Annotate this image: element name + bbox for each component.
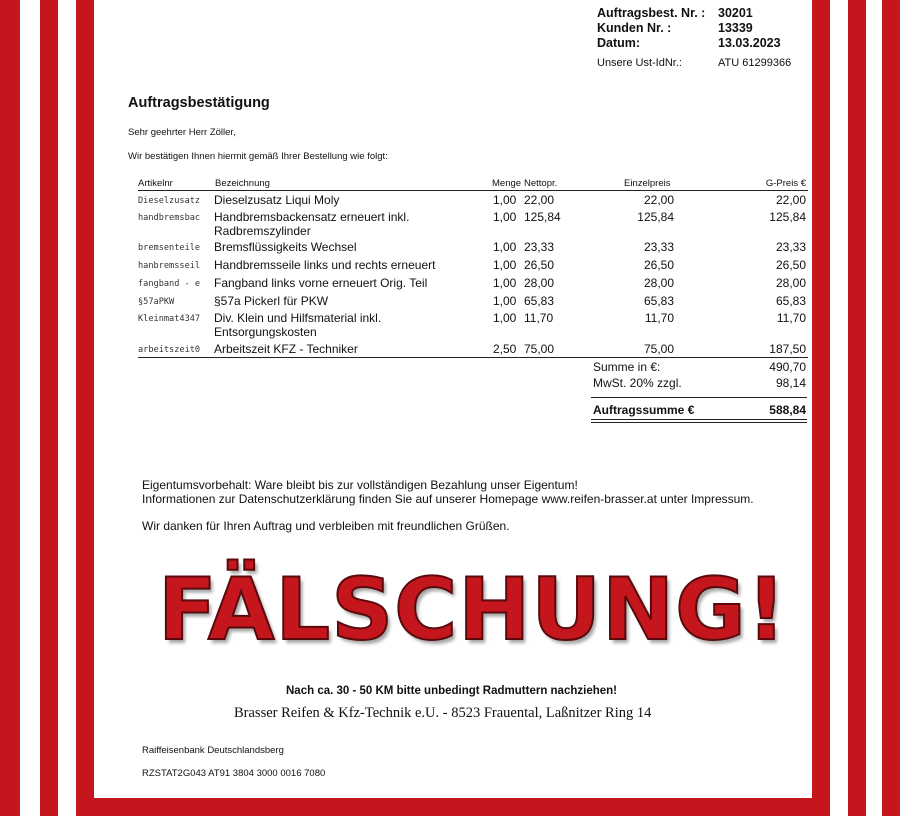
item-description: Arbeitszeit KFZ - Techniker [214,342,358,356]
item-total-price: 125,84 [769,210,806,224]
customer-number-label: Kunden Nr. : [597,21,672,35]
column-header-total-price: G-Preis € [765,178,806,189]
frame-stripe-left-1 [0,0,20,816]
item-unit-price: 26,50 [643,258,674,272]
item-total-price: 22,00 [775,193,806,207]
order-number-label: Auftragsbest. Nr. : [597,6,706,20]
item-description-cont: Radbremszylinder [214,224,311,238]
item-quantity: 2,50 [493,342,517,356]
sum-label: Summe in €: [593,360,661,374]
item-quantity: 1,00 [493,210,517,224]
item-net-price: 75,00 [524,342,555,356]
bank-iban: RZSTAT2G043 AT91 3804 3000 0016 7080 [142,768,326,779]
vat-id-label: Unsere Ust-IdNr.: [597,57,682,69]
document-title: Auftragsbestätigung [128,95,270,111]
item-unit-price: 125,84 [637,210,674,224]
frame-bottom-bar [76,798,830,816]
item-net-price: 23,33 [524,240,555,254]
company-address: Brasser Reifen & Kfz-Technik e.U. - 8523 Frauental, Laßnitzer Ring 14 [234,705,652,721]
vat-value: 98,14 [775,376,806,390]
column-header-quantity: Menge [492,178,522,189]
customer-number: 13339 [718,21,753,35]
item-unit-price: 28,00 [643,276,674,290]
double-underline-2 [591,422,807,423]
table-bottom-rule [138,357,808,358]
intro-text: Wir bestätigen Ihnen hiermit gemäß Ihrer Bestellung wie folgt: [128,151,388,162]
item-unit-price: 22,00 [643,193,674,207]
vat-label: MwSt. 20% zzgl. [593,376,682,390]
item-description: Dieselzusatz Liqui Moly [214,193,340,207]
item-description: Bremsflüssigkeits Wechsel [214,240,357,254]
item-total-price: 26,50 [775,258,806,272]
article-code: bremsenteile [138,243,201,253]
article-code: arbeitszeit0 [138,345,201,355]
frame-stripe-right-1 [812,0,830,816]
frame-stripe-left-3 [76,0,94,816]
totals-rule [591,397,807,398]
item-total-price: 11,70 [776,311,806,325]
item-net-price: 11,70 [524,311,554,325]
item-description: §57a Pickerl für PKW [214,294,329,308]
column-header-net-price: Nettopr. [524,178,558,189]
item-unit-price: 23,33 [643,240,674,254]
item-total-price: 28,00 [775,276,806,290]
item-description: Handbremsseile links und rechts erneuert [214,258,436,272]
item-total-price: 187,50 [769,342,806,356]
item-net-price: 65,83 [524,294,555,308]
date-label: Datum: [597,36,641,50]
item-total-price: 65,83 [775,294,806,308]
item-net-price: 22,00 [524,193,555,207]
wheel-nut-reminder: Nach ca. 30 - 50 KM bitte unbedingt Radmuttern nachziehen! [286,685,617,697]
order-total-value: 588,84 [769,403,806,417]
table-header-rule [138,190,808,191]
frame-stripe-right-2 [848,0,866,816]
column-header-unit-price: Einzelpreis [624,178,671,189]
item-unit-price: 11,70 [644,311,674,325]
bank-name: Raiffeisenbank Deutschlandsberg [142,745,284,756]
double-underline-1 [591,419,807,420]
item-quantity: 1,00 [493,240,517,254]
salutation: Sehr geehrter Herr Zöller, [128,127,236,138]
article-code: Kleinmat4347 [138,314,201,324]
item-net-price: 125,84 [524,210,561,224]
thanks-note: Wir danken für Ihren Auftrag und verbleiben mit freundlichen Grüßen. [142,519,510,533]
document-page [94,0,812,796]
item-unit-price: 75,00 [643,342,674,356]
item-unit-price: 65,83 [643,294,674,308]
article-code: Dieselzusatz [138,196,201,206]
frame-stripe-left-2 [40,0,58,816]
item-description: Div. Klein und Hilfsmaterial inkl. [214,311,382,325]
item-quantity: 1,00 [493,276,517,290]
article-code: fangband - e [138,279,201,289]
item-net-price: 28,00 [524,276,555,290]
forgery-stamp: FÄLSCHUNG! [158,560,787,660]
item-quantity: 1,00 [493,294,517,308]
article-code: handbremsbac [138,213,201,223]
frame-stripe-right-3 [882,0,900,816]
item-description-cont: Entsorgungskosten [214,325,317,339]
article-code: hanbremsseil [138,261,201,271]
retention-of-title-note: Eigentumsvorbehalt: Ware bleibt bis zur vollständigen Bezahlung unser Eigentum! [142,478,578,492]
article-code: §57aPKW [138,297,175,307]
item-quantity: 1,00 [493,311,517,325]
privacy-note: Informationen zur Datenschutzerklärung finden Sie auf unserer Homepage www.reifen-brasser.at unter Impressum. [142,492,754,506]
column-header-description: Bezeichnung [215,178,270,189]
date-value: 13.03.2023 [718,36,781,50]
item-description: Handbremsbackensatz erneuert inkl. [214,210,410,224]
item-description: Fangband links vorne erneuert Orig. Teil [214,276,428,290]
sum-value: 490,70 [769,360,806,374]
item-quantity: 1,00 [493,258,517,272]
vat-id-value: ATU 61299366 [718,57,792,69]
column-header-article: Artikelnr [138,178,173,189]
order-number: 30201 [718,6,753,20]
item-total-price: 23,33 [775,240,806,254]
item-net-price: 26,50 [524,258,555,272]
item-quantity: 1,00 [493,193,517,207]
order-total-label: Auftragssumme € [593,403,695,417]
